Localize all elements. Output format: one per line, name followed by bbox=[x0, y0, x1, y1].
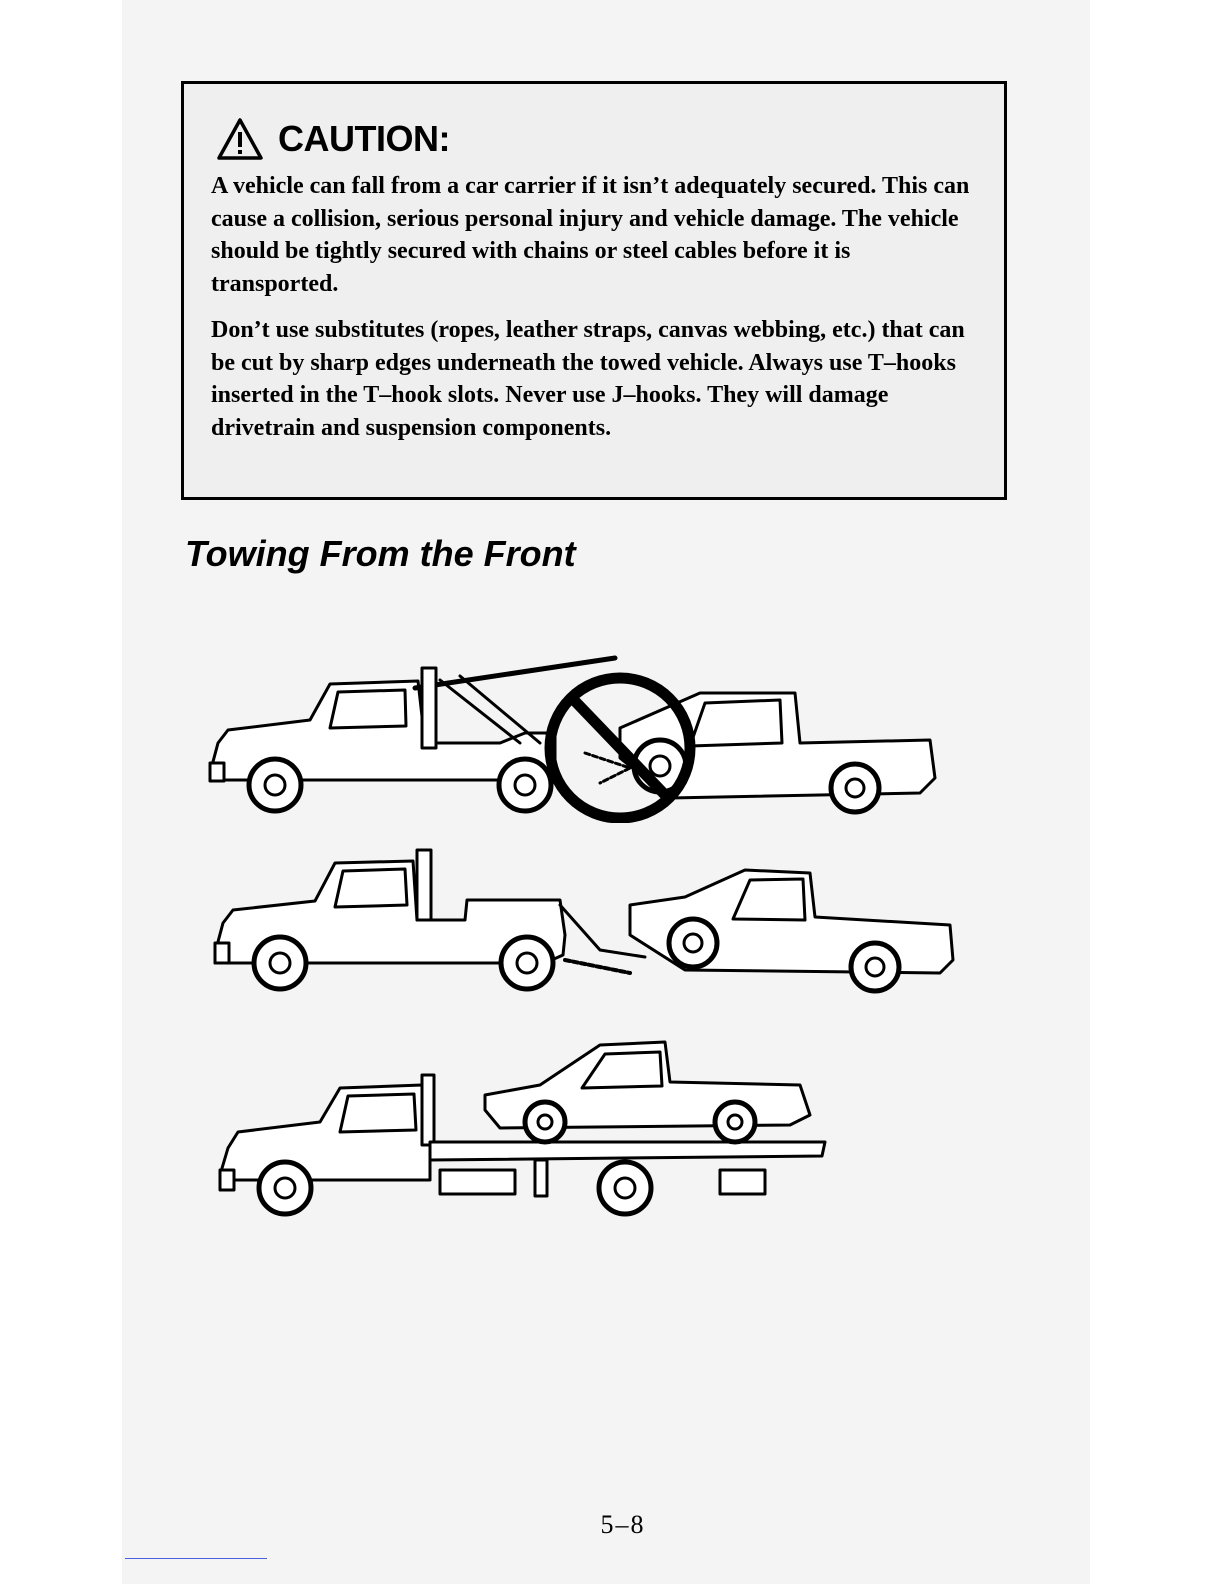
caution-paragraph-2: Don’t use substitutes (ropes, leather straps, canvas webbing, etc.) that can be cut by sharp edges underneath the towed vehicle. Always use T–hooks inserted in the T–hook slots. Never use J–hooks. They will damage drivetrain and suspension components. bbox=[211, 317, 965, 441]
warning-triangle-icon bbox=[216, 117, 264, 161]
sling-tow-illustration bbox=[200, 648, 945, 823]
tow-truck bbox=[215, 850, 645, 989]
caution-box bbox=[181, 81, 1007, 500]
caution-header bbox=[216, 114, 450, 164]
caution-body bbox=[211, 170, 971, 458]
caution-title: CAUTION: bbox=[278, 118, 450, 159]
footer-link-line[interactable] bbox=[125, 1558, 267, 1559]
section-title: Towing From the Front bbox=[185, 533, 576, 574]
towed-pickup bbox=[585, 693, 935, 812]
flatbed-carrier-illustration bbox=[210, 1030, 840, 1230]
carried-pickup bbox=[485, 1042, 810, 1142]
towed-pickup bbox=[630, 870, 953, 991]
caution-paragraph-1: A vehicle can fall from a car carrier if it isn’t adequately secured. This can cause a collision, serious personal injury and vehicle damage. The vehicle should be tightly secured with chains or steel cables before it is transported. bbox=[211, 173, 970, 297]
page-number: 5–8 bbox=[600, 1510, 646, 1539]
wheel-lift-tow-illustration bbox=[205, 845, 965, 1000]
